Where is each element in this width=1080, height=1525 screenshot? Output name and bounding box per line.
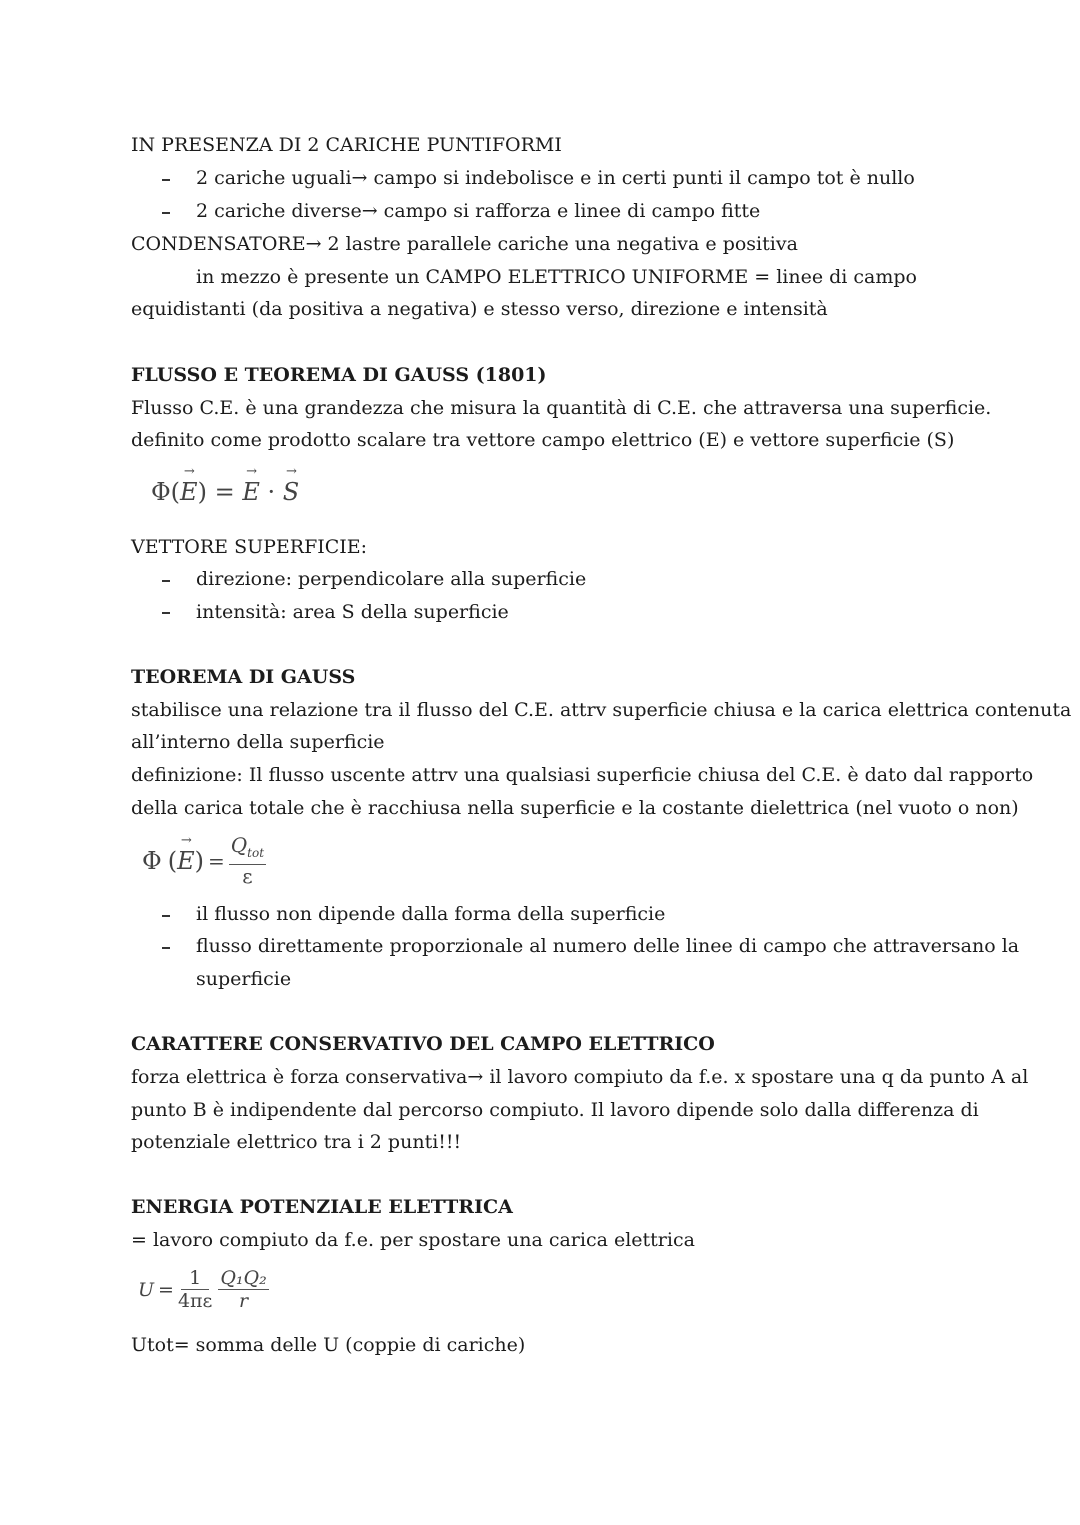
paragraph-line: stabilisce una relazione tra il flusso del C.E. attrv superficie chiusa e la carica elettrica contenuta	[131, 699, 1072, 721]
list-item: 2 cariche diverse→ campo si rafforza e linee di campo fitte	[196, 200, 761, 222]
formula-denominator: 4πε	[177, 1290, 213, 1312]
formula-paren: )	[194, 846, 204, 875]
formula-denominator: ε	[242, 864, 253, 888]
paragraph-line: forza elettrica è forza conservativa→ il lavoro compiuto da f.e. x spostare una q da punto A al	[131, 1066, 1029, 1088]
formula-eq: ) =	[197, 478, 243, 506]
formula-vector-e: → E	[180, 478, 198, 506]
list-item-continuation: superficie	[196, 968, 292, 990]
formula-denominator: r	[239, 1290, 249, 1312]
bullet-dash	[162, 179, 170, 181]
formula-paren: (	[167, 846, 178, 875]
formula-numerator: Q₁Q₂	[220, 1267, 267, 1289]
paragraph-line: Flusso C.E. è una grandezza che misura la quantità di C.E. che attraversa una superficie.	[131, 397, 992, 419]
section-title-teorema-gauss: TEOREMA DI GAUSS	[131, 666, 356, 688]
formula-eq: =	[158, 1278, 174, 1301]
energy-formula	[138, 1267, 269, 1312]
utot-line: Utot= somma delle U (coppie di cariche)	[131, 1334, 526, 1356]
formula-numerator: 1	[181, 1267, 209, 1290]
flux-formula	[151, 478, 299, 506]
section-title-carattere-conservativo: CARATTERE CONSERVATIVO DEL CAMPO ELETTRICO	[131, 1033, 715, 1055]
condensatore-line-2: in mezzo è presente un CAMPO ELETTRICO UNIFORME = linee di campo	[196, 266, 917, 288]
formula-u: U	[138, 1278, 155, 1301]
paragraph-line: = lavoro compiuto da f.e. per spostare una carica elettrica	[131, 1229, 695, 1251]
bullet-dash	[162, 915, 170, 917]
list-item: direzione: perpendicolare alla superficie	[196, 568, 587, 590]
paragraph-line: della carica totale che è racchiusa nella superficie e la costante dielettrica (nel vuoto o non)	[131, 797, 1019, 819]
list-item: intensità: area S della superficie	[196, 601, 509, 623]
list-item: flusso direttamente proporzionale al numero delle linee di campo che attraversano la	[196, 935, 1020, 957]
bullet-dash	[162, 947, 170, 949]
paragraph-line: punto B è indipendente dal percorso compiuto. Il lavoro dipende solo dalla differenza di	[131, 1099, 979, 1121]
formula-numerator: $Q_{tot}$	[229, 834, 266, 865]
paragraph-line: potenziale elettrico tra i 2 punti!!!	[131, 1131, 462, 1153]
formula-phi: Φ(	[151, 478, 181, 506]
formula-phi: Φ	[142, 846, 162, 875]
formula-fraction	[218, 1267, 268, 1312]
bullet-dash	[162, 212, 170, 214]
condensatore-line: CONDENSATORE→ 2 lastre parallele cariche una negativa e positiva	[131, 233, 798, 255]
list-item: il flusso non dipende dalla forma della superficie	[196, 903, 666, 925]
vettore-superficie-title: VETTORE SUPERFICIE:	[131, 536, 368, 558]
paragraph-line: all’interno della superficie	[131, 731, 385, 753]
formula-fraction	[178, 1267, 212, 1312]
section-title-flusso: FLUSSO E TEOREMA DI GAUSS (1801)	[131, 364, 547, 386]
formula-dot: ·	[259, 478, 283, 506]
formula-vector-s: → S	[283, 478, 299, 506]
section-title-energia-potenziale: ENERGIA POTENZIALE ELETTRICA	[131, 1196, 513, 1218]
bullet-dash	[162, 580, 170, 582]
paragraph-line: definito come prodotto scalare tra vettore campo elettrico (E) e vettore superficie (S)	[131, 429, 955, 451]
formula-vector-e: → E	[242, 478, 260, 506]
formula-vector-e: → E	[177, 847, 195, 875]
gauss-formula	[142, 834, 266, 887]
bullet-dash	[162, 612, 170, 614]
formula-eq: =	[207, 848, 225, 873]
condensatore-line-3: equidistanti (da positiva a negativa) e stesso verso, direzione e intensità	[131, 298, 828, 320]
paragraph-line: definizione: Il flusso uscente attrv una qualsiasi superficie chiusa del C.E. è dato dal rapporto	[131, 764, 1034, 786]
formula-fraction	[229, 834, 266, 887]
list-item: 2 cariche uguali→ campo si indebolisce e in certi punti il campo tot è nullo	[196, 167, 915, 189]
section-title-cariche-puntiformi: IN PRESENZA DI 2 CARICHE PUNTIFORMI	[131, 134, 562, 156]
